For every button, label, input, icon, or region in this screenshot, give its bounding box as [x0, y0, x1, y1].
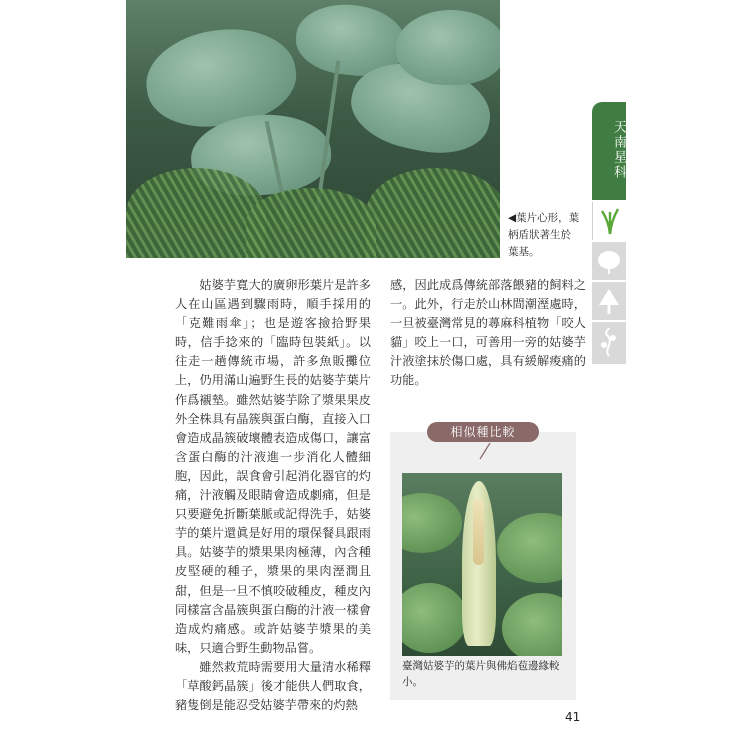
leaf — [396, 10, 500, 85]
leaf — [402, 583, 467, 653]
shrub-icon[interactable] — [592, 242, 626, 280]
photo-caption: ◀葉片心形，葉柄盾狀著生於葉基。 — [508, 212, 580, 258]
body-paragraph: 感，因此成爲傳統部落餵豬的飼料之一。此外，行走於山林間潮溼處時，一旦被臺灣常見的蕁麻科植物「咬人貓」咬上一口，可善用一旁的姑婆芋汁液塗抹於傷口處，具有緩解痠痛的功能。 — [390, 278, 586, 388]
pointer-icon — [478, 442, 492, 460]
body-column-right — [390, 276, 586, 391]
leaf — [402, 493, 462, 553]
leaf — [502, 593, 562, 656]
vine-icon[interactable] — [592, 322, 626, 364]
body-paragraph: 姑婆芋寬大的廣卵形葉片是許多人在山區遇到驟雨時，順手採用的「克難雨傘」；也是遊客撿拾野果時，信手捻來的「臨時包裝紙」。以往走一趟傳統市場，許多魚販攤位上，仍用滿山遍野生長的姑婆芋葉片作爲襯墊。雖然姑婆芋除了漿果果皮外全株具有晶簇與蛋白酶，直接入口會造成晶簇破壞體表造成傷口，讓富含蛋白酶的汁液進一步消化人體細胞，因此，誤食會引起消化器官的灼痛，汁液觸及眼睛會造成劇痛，但是只要避免折斷葉脈或記得洗手，姑婆芋的葉片還眞是好用的環保餐具跟雨具。姑婆芋的漿果果肉極薄，內含種皮堅硬的種子，漿果的果肉溼潤且甜，但是一旦不慎咬破種皮，種皮內同樣富含晶簇與蛋白酶的汁液一樣會造成灼痛感。或許姑婆芋漿果的美味，只適合野生動物品嘗。 — [175, 278, 371, 655]
fern — [126, 168, 266, 258]
tree-icon[interactable] — [592, 282, 626, 320]
page-number: 41 — [565, 710, 581, 724]
family-tab-label: 天南星科 — [611, 120, 626, 180]
fern — [366, 168, 500, 258]
grass-icon[interactable] — [592, 202, 627, 240]
body-paragraph: 雖然救荒時需要用大量清水稀釋「草酸鈣晶簇」後才能供人們取食，豬隻倒是能忍受姑婆芋帶來的灼熱 — [175, 659, 371, 713]
fern — [246, 188, 376, 258]
family-tab[interactable] — [592, 102, 626, 200]
spadix — [473, 499, 484, 565]
comparison-caption: 臺灣姑婆芋的葉片與佛焰苞邊緣較小。 — [402, 660, 560, 688]
leaf — [497, 513, 562, 583]
alocasia-photo — [126, 0, 500, 258]
comparison-label: 相似種比較 — [427, 422, 539, 442]
comparison-photo — [402, 473, 562, 656]
body-column-left — [175, 276, 371, 715]
